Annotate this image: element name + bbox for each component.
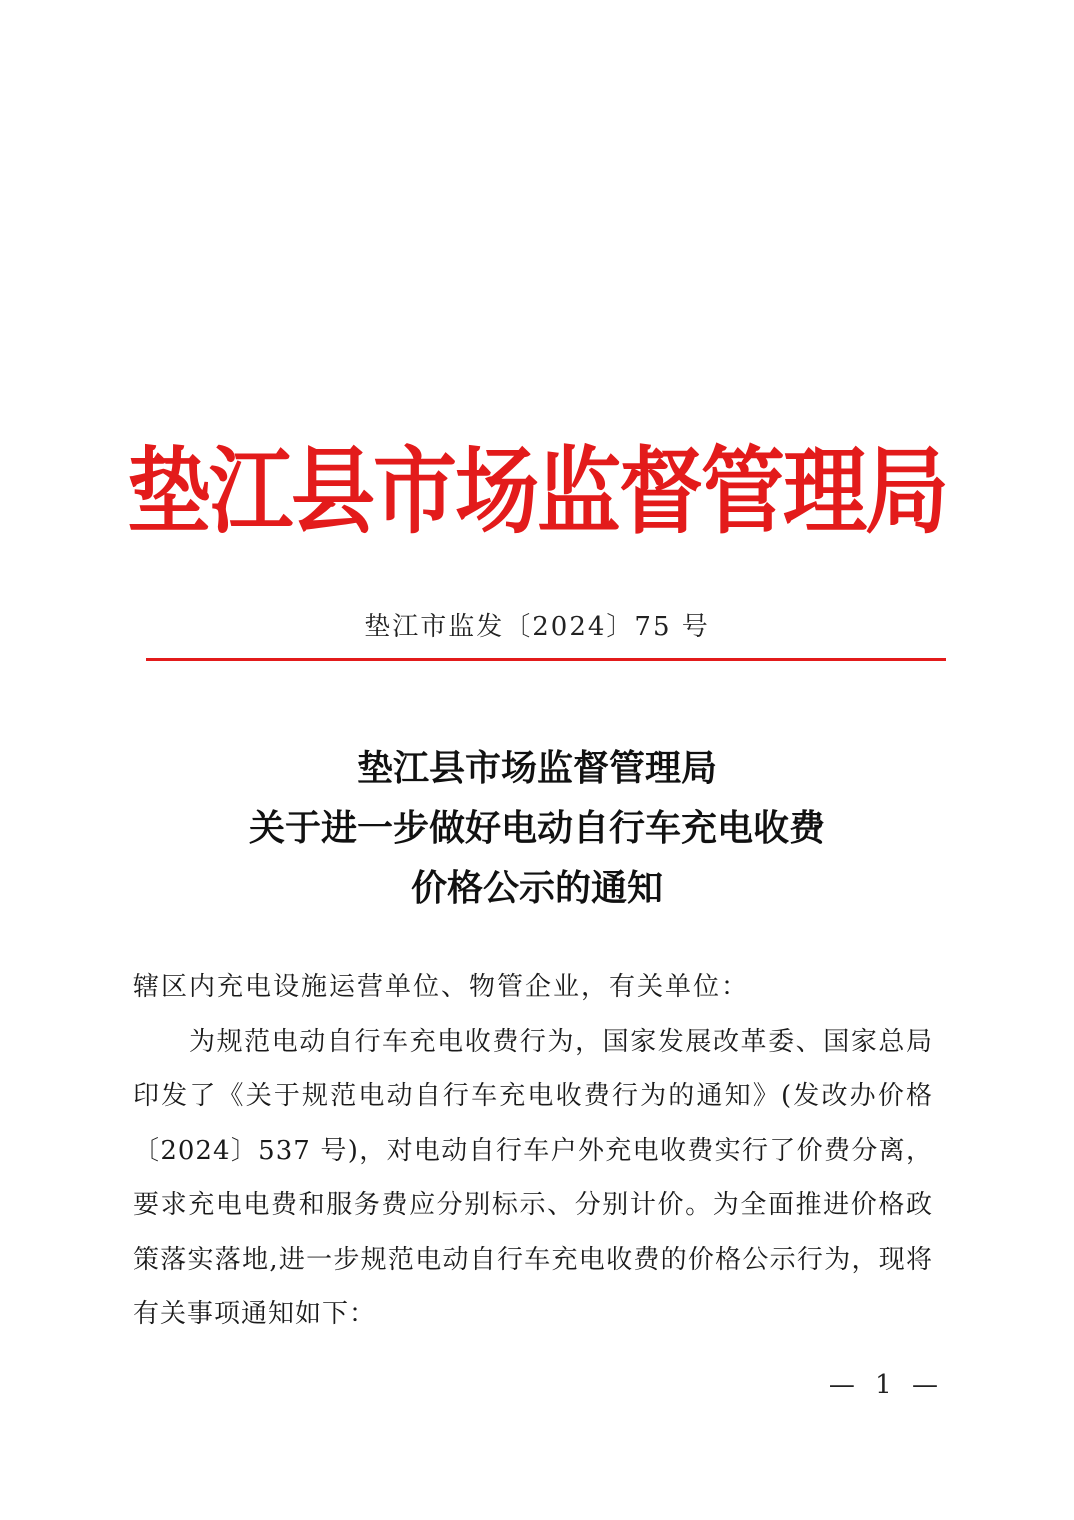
notice-title-line-1: 垫江县市场监督管理局 (356, 747, 717, 789)
notice-title-line-2: 关于进一步做好电动自行车充电收费 (248, 807, 825, 849)
document-number: 垫江市监发〔2024〕75 号 (364, 612, 710, 642)
body-paragraph: 为规范电动自行车充电收费行为，国家发展改革委、国家总局印发了《关于规范电动自行车充电收费行为的通知》(发改办价格〔2024〕537 号)，对电动自行车户外充电收费实行了价费分离，要求充电电费和服务费应分别标示、分别计价。为全面推进价格政策落实落地,进一步规范电动自行车充电收费的价格公示行为，现将有关事项通知如下： (133, 1026, 933, 1329)
red-divider-line (146, 658, 946, 661)
salutation: 辖区内充电设施运营单位、物管企业，有关单位： (133, 972, 750, 1002)
notice-title (0, 738, 1074, 918)
notice-title-line-3: 价格公示的通知 (410, 867, 663, 909)
agency-header-title: 垫江县市场监督管理局 (126, 435, 947, 547)
document-body (133, 960, 933, 1342)
page-number: — 1 — (828, 1370, 944, 1400)
